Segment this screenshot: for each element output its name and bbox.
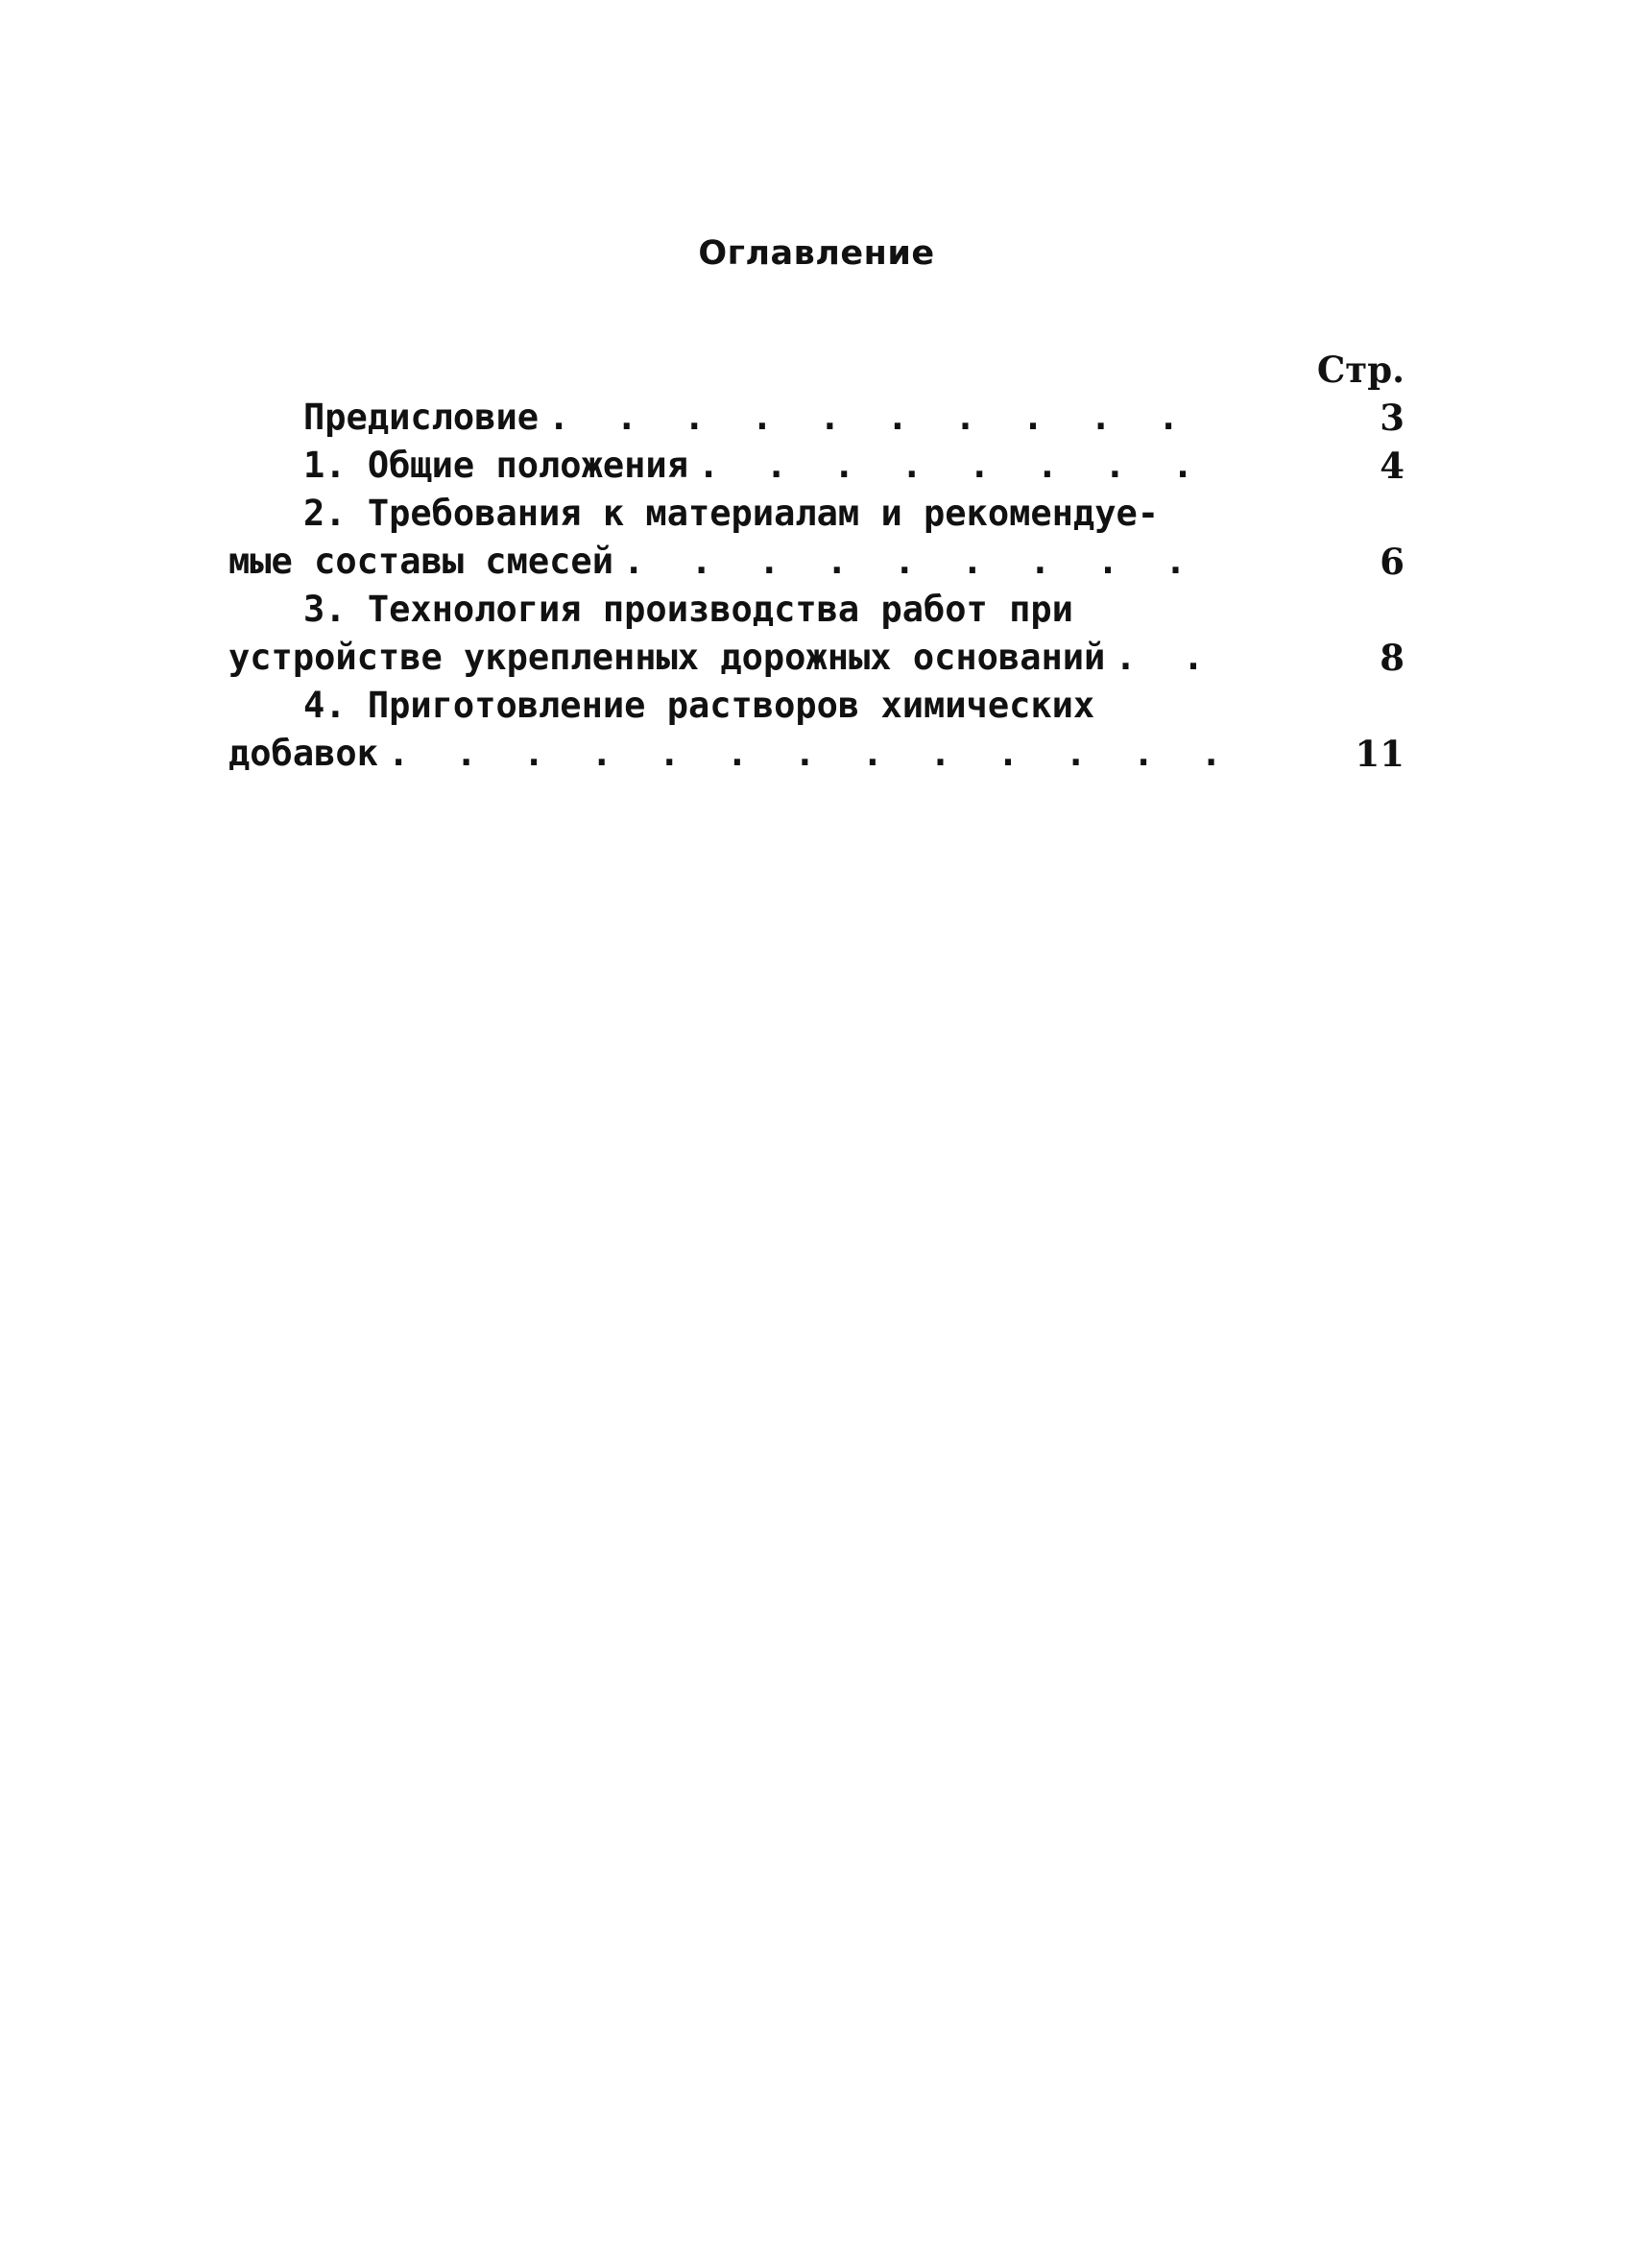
- toc-entry-text: 1. Общие положения: [303, 445, 688, 486]
- toc-entry-line: [228, 394, 1222, 442]
- page-column-label: Стр.: [1316, 349, 1405, 391]
- toc-entry-text: Предисловие: [303, 397, 540, 438]
- toc-entry-text: добавок: [228, 733, 378, 774]
- toc-page-number: 4: [1380, 445, 1405, 487]
- toc-page-number: 8: [1380, 637, 1405, 679]
- toc-entry-preface[interactable]: [228, 394, 1405, 442]
- dot-leader: [1115, 634, 1222, 682]
- toc-entry-line: [228, 586, 1222, 634]
- toc-page-number: 6: [1380, 541, 1405, 583]
- toc-entry-line: [228, 538, 1222, 586]
- dot-leader: [388, 730, 1222, 778]
- toc-entry-text: мые составы смесей: [228, 541, 613, 582]
- toc-entry-line: [228, 730, 1222, 778]
- toc-entry-section-2[interactable]: [228, 490, 1405, 586]
- toc-entry-text: 4. Приготовление растворов химических: [303, 685, 1095, 726]
- toc-entry-line: [228, 490, 1222, 538]
- page-title: Оглавление: [698, 234, 935, 273]
- toc-page-number: 3: [1380, 397, 1405, 439]
- toc-entry-section-3[interactable]: [228, 586, 1405, 682]
- toc-entry-section-1[interactable]: [228, 442, 1405, 490]
- toc-entry-line: [228, 442, 1222, 490]
- table-of-contents: [228, 346, 1405, 778]
- dot-leader: [548, 394, 1222, 442]
- toc-entry-text: устройстве укрепленных дорожных оснований: [228, 637, 1106, 678]
- dot-leader: [698, 442, 1222, 490]
- dot-leader: [623, 538, 1222, 586]
- toc-entry-section-4[interactable]: [228, 682, 1405, 778]
- toc-entry-line: [228, 634, 1222, 682]
- toc-page-number: 11: [1355, 733, 1405, 775]
- toc-entry-text: 3. Технология производства работ при: [303, 589, 1073, 630]
- toc-entry-text: 2. Требования к материалам и рекомендуе-: [303, 493, 1160, 534]
- toc-entry-line: [228, 682, 1222, 730]
